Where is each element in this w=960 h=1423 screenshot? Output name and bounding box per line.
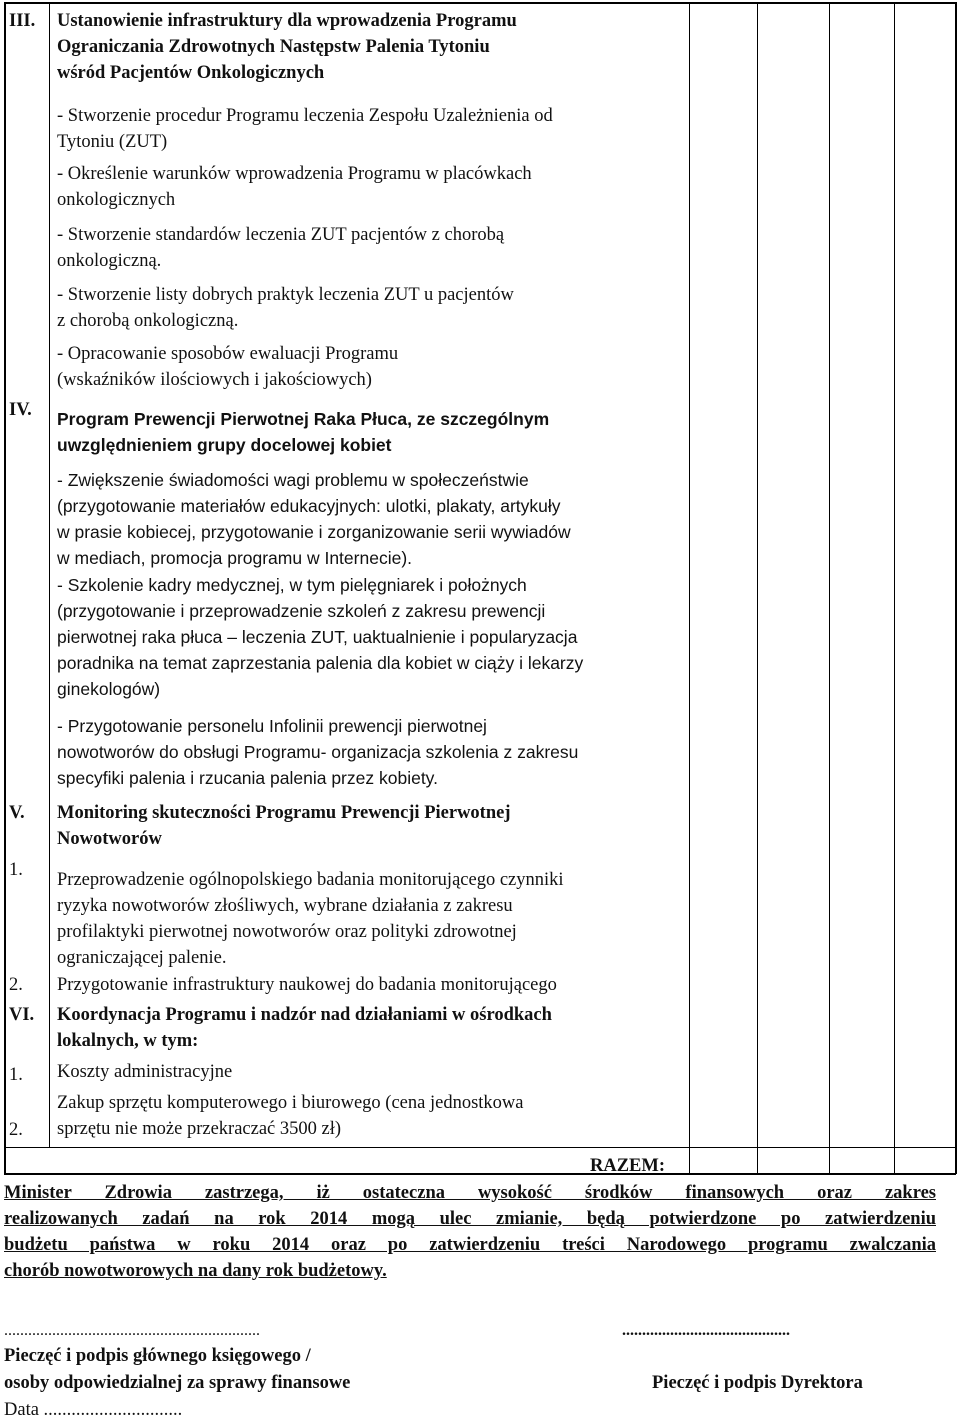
section-5-title-line-2: Nowotworów [57, 829, 162, 849]
accountant-signature-label-line-2: osoby odpowiedzialnej za sprawy finansowe [4, 1373, 351, 1393]
section-4-item-2-line-5: ginekologów) [57, 679, 161, 699]
section-6-number: VI. [9, 1005, 35, 1025]
section-3-item-2-line-2: onkologicznych [57, 190, 176, 210]
table-col-divider-4 [829, 2, 830, 1174]
section-3-item-1-line-2: Tytoniu (ZUT) [57, 132, 168, 152]
section-3-number: III. [9, 11, 36, 31]
section-3-title-line-2: Ograniczania Zdrowotnych Następstw Palenia Tytoniu [57, 37, 490, 57]
section-5-sub-1-line-2: ryzyka nowotworów złośliwych, wybrane działania z zakresu [57, 896, 513, 916]
table-border-top [4, 2, 956, 4]
notice-line-1: Minister Zdrowia zastrzega, iż ostateczna wysokość środków finansowych oraz zakres [4, 1183, 936, 1203]
section-6-title-line-2: lokalnych, w tym: [57, 1031, 199, 1051]
section-6-sub-1-line-1: Koszty administracyjne [57, 1062, 233, 1082]
total-label: RAZEM: [590, 1156, 666, 1176]
section-6-sub-2-line-2: sprzętu nie może przekraczać 3500 zł) [57, 1119, 342, 1139]
section-4-item-2-line-3: pierwotnej raka płuca – leczenia ZUT, uaktualnienie i popularyzacja [57, 627, 578, 647]
section-4-number: IV. [9, 400, 32, 420]
section-6-sub-1-number: 1. [9, 1065, 23, 1085]
section-4-item-1-line-2: (przygotowanie materiałów edukacyjnych: ulotki, plakaty, artykuły [57, 496, 561, 516]
table-col-divider-5 [894, 2, 895, 1174]
section-3-title-line-1: Ustanowienie infrastruktury dla wprowadzenia Programu [57, 11, 517, 31]
section-4-item-1-line-4: w mediach, promocja programu w Internecie). [57, 548, 413, 568]
section-5-sub-1-line-1: Przeprowadzenie ogólnopolskiego badania monitorującego czynniki [57, 870, 564, 890]
notice-line-2: realizowanych zadań na rok 2014 mogą ulec zmianie, będą potwierdzone po zatwierdzeniu [4, 1209, 936, 1229]
section-3-item-1-line-1: - Stworzenie procedur Programu leczenia Zespołu Uzależnienia od [57, 106, 553, 126]
table-border-right [955, 2, 957, 1174]
section-3-item-5-line-1: - Opracowanie sposobów ewaluacji Programu [57, 344, 399, 364]
section-3-title-line-3: wśród Pacjentów Onkologicznych [57, 63, 325, 83]
section-4-item-3-line-2: nowotworów do obsługi Programu- organizacja szkolenia z zakresu [57, 742, 579, 762]
section-3-item-2-line-1: - Określenie warunków wprowadzenia Programu w placówkach [57, 164, 532, 184]
section-6-sub-2-number: 2. [9, 1120, 23, 1140]
section-5-sub-2-number: 2. [9, 975, 23, 995]
section-5-title-line-1: Monitoring skuteczności Programu Prewencji Pierwotnej [57, 803, 511, 823]
notice-line-3: budżetu państwa w roku 2014 oraz po zatwierdzeniu treści Narodowego programu zwalczania [4, 1235, 936, 1255]
section-4-item-2-line-2: (przygotowanie i przeprowadzenie szkoleń z zakresu prewencji [57, 601, 546, 621]
notice-line-4: chorób nowotworowych na dany rok budżetowy. [4, 1261, 387, 1281]
director-signature-label: Pieczęć i podpis Dyrektora [652, 1373, 863, 1393]
section-5-sub-1-line-3: profilaktyki pierwotnej nowotworów oraz polityki zdrowotnej [57, 922, 517, 942]
table-row-line-razem-top [4, 1147, 956, 1148]
accountant-signature-label-line-1: Pieczęć i podpis głównego księgowego / [4, 1346, 311, 1366]
section-3-item-4-line-2: z chorobą onkologiczną. [57, 311, 239, 331]
accountant-signature-dots: ................................................................ [4, 1322, 260, 1339]
table-col-divider-2 [689, 2, 690, 1174]
director-signature-dots: .......................................... [622, 1322, 790, 1339]
table-col-divider-3 [757, 2, 758, 1174]
section-6-sub-2-line-1: Zakup sprzętu komputerowego i biurowego (cena jednostkowa [57, 1093, 524, 1113]
section-4-title-line-2: uwzględnieniem grupy docelowej kobiet [57, 435, 392, 455]
section-3-item-5-line-2: (wskaźników ilościowych i jakościowych) [57, 370, 372, 390]
section-4-item-3-line-3: specyfiki palenia i rzucania palenia przez kobiety. [57, 768, 438, 788]
section-4-title-line-1: Program Prewencji Pierwotnej Raka Płuca, ze szczególnym [57, 409, 550, 429]
table-col-divider-1 [49, 2, 50, 1148]
table-border-left [4, 2, 6, 1174]
section-6-title-line-1: Koordynacja Programu i nadzór nad działaniami w ośrodkach [57, 1005, 552, 1025]
section-4-item-1-line-3: w prasie kobiecej, przygotowanie i zorganizowanie serii wywiadów [57, 522, 571, 542]
date-label: Data .............................. [4, 1400, 183, 1420]
section-5-sub-2-line-1: Przygotowanie infrastruktury naukowej do badania monitorującego [57, 975, 557, 995]
section-5-sub-1-line-4: ograniczającej palenie. [57, 948, 227, 968]
section-3-item-4-line-1: - Stworzenie listy dobrych praktyk leczenia ZUT u pacjentów [57, 285, 514, 305]
section-5-number: V. [9, 803, 25, 823]
section-4-item-1-line-1: - Zwiększenie świadomości wagi problemu w społeczeństwie [57, 470, 529, 490]
section-4-item-3-line-1: - Przygotowanie personelu Infolinii prewencji pierwotnej [57, 716, 487, 736]
section-3-item-3-line-2: onkologiczną. [57, 251, 162, 271]
section-5-sub-1-number: 1. [9, 860, 23, 880]
section-4-item-2-line-4: poradnika na temat zaprzestania palenia dla kobiet w ciąży i lekarzy [57, 653, 584, 673]
table-border-bottom [4, 1173, 956, 1175]
section-4-item-2-line-1: - Szkolenie kadry medycznej, w tym pielęgniarek i położnych [57, 575, 527, 595]
section-3-item-3-line-1: - Stworzenie standardów leczenia ZUT pacjentów z chorobą [57, 225, 505, 245]
